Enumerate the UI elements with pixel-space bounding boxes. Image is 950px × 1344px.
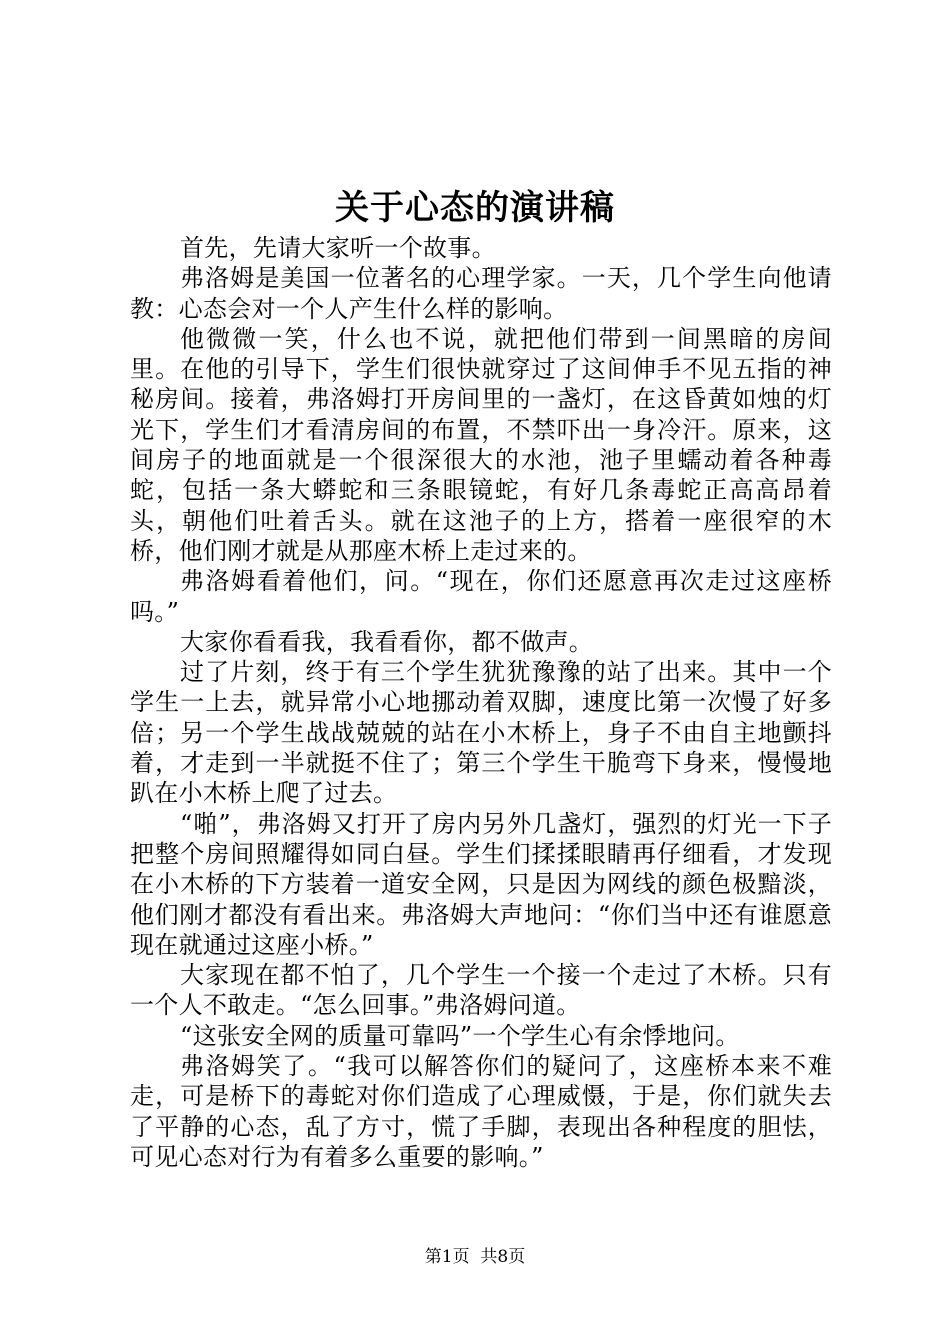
paragraph: 过了片刻，终于有三个学生犹犹豫豫的站了出来。其中一个学生一上去，就异常小心地挪动着双脚，速度比第一次慢了好多倍；另一个学生战战兢兢的站在小木桥上，身子不由自主地颤抖着，才走到一半就挺不住了；第三个学生干脆弯下身来，慢慢地趴在小木桥上爬了过去。 — [130, 658, 832, 808]
document-body — [130, 233, 832, 1172]
paragraph: 大家你看看我，我看看你，都不做声。 — [180, 627, 594, 656]
document-title: 关于心态的演讲稿 — [335, 188, 615, 228]
page-footer: 第1页 共8页 — [424, 1247, 526, 1267]
paragraph: 弗洛姆看着他们，问。“现在，你们还愿意再次走过这座桥吗。” — [130, 567, 832, 626]
paragraph: 大家现在都不怕了，几个学生一个接一个走过了木桥。只有一个人不敢走。“怎么回事。”弗洛姆问道。 — [130, 961, 832, 1020]
paragraph: 弗洛姆是美国一位著名的心理学家。一天，几个学生向他请教：心态会对一个人产生什么样的影响。 — [130, 264, 832, 323]
paragraph: “啪”，弗洛姆又打开了房内另外几盏灯，强烈的灯光一下子把整个房间照耀得如同白昼。学生们揉揉眼睛再仔细看，才发现在小木桥的下方装着一道安全网，只是因为网线的颜色极黯淡，他们刚才都没有看出来。弗洛姆大声地问：“你们当中还有谁愿意现在就通过这座小桥。” — [130, 809, 832, 959]
paragraph: “这张安全网的质量可靠吗”一个学生心有余悸地问。 — [180, 1021, 740, 1050]
paragraph: 弗洛姆笑了。“我可以解答你们的疑问了，这座桥本来不难走，可是桥下的毒蛇对你们造成了心理威慑，于是，你们就失去了平静的心态，乱了方寸，慌了手脚，表现出各种程度的胆怯，可见心态对行为有着多么重要的影响。” — [130, 1052, 832, 1171]
paragraph: 他微微一笑，什么也不说，就把他们带到一间黑暗的房间里。在他的引导下，学生们很快就穿过了这间伸手不见五指的神秘房间。接着，弗洛姆打开房间里的一盏灯，在这昏黄如烛的灯光下，学生们才看清房间的布置，不禁吓出一身冷汗。原来，这间房子的地面就是一个很深很大的水池，池子里蠕动着各种毒蛇，包括一条大蟒蛇和三条眼镜蛇，有好几条毒蛇正高高昂着头，朝他们吐着舌头。就在这池子的上方，搭着一座很窄的木桥，他们刚才就是从那座木桥上走过来的。 — [130, 324, 832, 565]
paragraph: 首先，先请大家听一个故事。 — [180, 234, 496, 262]
